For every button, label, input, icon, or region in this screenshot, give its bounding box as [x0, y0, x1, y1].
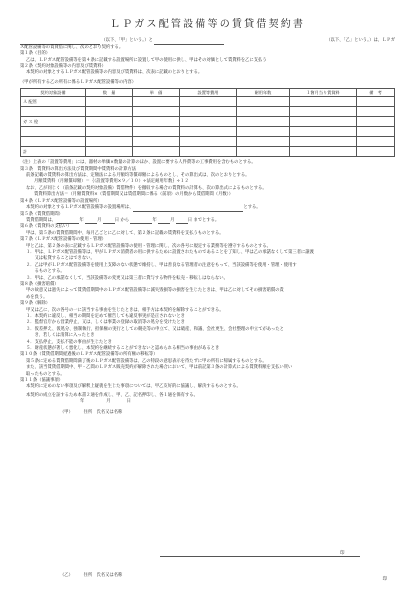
party-a-text: （以下、「甲」という。）と: [101, 38, 153, 44]
article-7-line: 甲と乙は、第２条の表に記載するＬＰガス配管設備等の使用・管理に関し、次の各号に規定する業務等を遵守するものとする。: [26, 243, 271, 249]
contract-date: 年 月 日: [80, 399, 131, 405]
column-header: 耐用年数: [237, 89, 290, 97]
article-7-heading: 第７条（ＬＰガス配管設備等の使用・管理）: [20, 237, 106, 243]
party-b-text: （以下、「乙」という。）は、ＬＰガ: [326, 38, 395, 44]
table-row: [21, 107, 395, 117]
article-3-heading: 第３条 賃貸料の算出方法及び賃貸期間中賃貸料の計算方法: [20, 166, 137, 172]
article-9-line: き、若しくは清算に入ったとき: [26, 333, 95, 339]
table-cell: [21, 127, 86, 137]
column-header: 単 価: [133, 89, 180, 97]
table-total-label: 計: [21, 147, 86, 157]
article-5-body: 賃貸借期間は、 年 月 日 から 年 月 日 までとする。: [26, 217, 220, 223]
article-7-line: 又は転貸することはできない。: [26, 256, 95, 262]
article-9-heading: 第９条（解除）: [20, 301, 51, 307]
party-b-fields: 住所 氏名又は名称: [83, 573, 123, 578]
article-7-line: るものとする。: [26, 269, 65, 275]
equipment-table: [20, 88, 395, 157]
article-3-body-2: なお、乙が同じく（前条記載の契約対象設備）賃借物件）を撤収する場合の賃貸料の計算も、次の算出式によるものとする。: [26, 185, 267, 191]
article-3-formula: 月額賃貸料（月額償却額）＝｛（設置等費用×９／１０）÷法定耐用年数｝÷１２: [34, 179, 189, 185]
article-8-line: めを負う。: [26, 294, 48, 300]
table-total-row: [21, 147, 395, 157]
article-11-heading: 第１１条（協議事項）: [20, 378, 63, 384]
article-6-body: 甲は、第５条の賃貸借期間中、毎月乙ごとに乙に対して、第２条に記載の賃貸料を支払うものとする。: [26, 230, 224, 236]
column-header: 設置等費用: [180, 89, 237, 97]
article-9-line: 甲又は乙に、次の各号の一に該当する事由を生じたときは、相手方は本契約を解除することができる。: [26, 307, 224, 313]
closing-text: 本契約の成立を証するため本書２通を作成し、甲、乙、記名押印し、各１通を保有する。: [26, 392, 198, 398]
article-8-heading: 第８条（損害賠償）: [20, 281, 59, 287]
article-9-line: １．本契約に違反し、相当の期間を定めて催告しても違反事実が是正されないとき: [26, 314, 185, 319]
article-1-heading: 第１条（目的）: [20, 51, 51, 57]
article-10-line: 第５条に定める賃貸借期間満了後のＬＰガス配管設備等は、乙の特段の意思表示を待たずに甲の所有に帰属するものとする。: [26, 358, 267, 364]
page-mark: 印: [382, 576, 387, 582]
article-4-body: 本契約の対象とするＬＰガス配管設備等の設置場所は、 とする。: [26, 205, 261, 211]
article-10-line: 取ったものとする。: [26, 371, 65, 377]
party-b-label: （乙）: [60, 573, 73, 578]
column-header: 契約対象設備: [21, 89, 86, 97]
article-7-line: １．甲は、ＬＰガス配管設備等は、甲がＬＰガス消費者の用に供するために設置されたものであることを了知し、甲は乙の承諾なくして第三者に譲渡: [26, 249, 314, 255]
table-row: [21, 127, 395, 137]
parties-line: [20, 38, 395, 44]
column-header: 数 量: [86, 89, 133, 97]
party-a-blank: [20, 39, 100, 45]
party-a-fields: 住所 氏名又は名称: [83, 409, 123, 415]
article-7-line: ３．甲は、乙の承諾なくして、当該設備等の変更又は第三者に貸与する物件を転売・移転しはならない。: [26, 275, 228, 281]
table-row: [21, 137, 395, 147]
article-2-body: 本契約の対象とするＬＰガス配管設備等の内容及び賃貸料は、次表に記載のとおりとする。: [26, 70, 203, 76]
article-9-line: ３．仮差押え、仮処分、強制執行、担保権の実行としての競売等の申立て、又は破産、和議、会社更生、会社整理の申立てがあったと: [26, 326, 284, 332]
signature-a: [20, 410, 395, 416]
article-10-line: また、該当賃貸借期間中、甲・乙間のＬＰガス販売契約が解除された場合において、甲は前記第３条の計算式による賃貸料額を支払い買い: [26, 365, 293, 371]
article-4-heading: 第４条（ＬＰガス配管設備等の設置場所）: [20, 198, 102, 204]
table-cell: [21, 107, 86, 117]
article-1-body: 乙は、ＬＰガス配管設備等を第４条に記載する設置場所に設置して甲の使用に供し、甲はその対価として賃貸料を乙に支払う: [26, 57, 267, 63]
table-header-row: [21, 89, 395, 97]
party-b-blank: [154, 39, 224, 45]
signature-a-line: [160, 556, 360, 557]
signature-b: [60, 573, 122, 579]
table-cell: Ａ 配管: [21, 97, 86, 107]
article-3-body: 前条記載の賃貸料の算出方法は、定額法による月額均等償却額によるものとし、その算出式は、次のとおりとする。: [26, 173, 250, 179]
table-row: [21, 97, 395, 107]
article-8-line: 甲の故意又は過失によって賃貸借期間中のＬＰガス配管設備等に減失毀損等の損害を生じたときは、甲は乙に対してその損害賠償の責: [26, 288, 284, 294]
table-caption: （甲が所有する乙の所有に係るＬＰガス配管設備等の内容）: [20, 79, 137, 85]
table-cell: ガ ス 栓: [21, 117, 86, 127]
intro-text: ス配管設備等の賃貸借に関し、次のとおり契約する。: [20, 44, 124, 50]
article-11-line: 本契約に定めのない事項及び解釈上疑義を生じた事項については、甲乙友好的に協議し、解決するものとする。: [26, 384, 241, 390]
article-7-line: ２．乙は甲がＬＰガス配管設備等を使用上支障のない状態で維持し、甲は善良なる管理者の注意をもって、当該設備等を使用・管理・使用す: [26, 262, 297, 268]
article-5-heading: 第５条（賃貸借期間）: [20, 211, 63, 217]
article-9-line: ４．支払停止、支払不能の事由が生じたとき: [26, 339, 112, 345]
column-header: 備 考: [357, 89, 395, 97]
location-blank: [133, 206, 243, 212]
document-title: ＬＰガス配管設備等の賃貸借契約書: [109, 19, 306, 30]
article-3-formula-2: 賃貸料算出方法＝（月額賃貸料×（賃借期間又は賃借期間に係る（前項）の月数から賃借期間（月数））: [34, 192, 234, 198]
table-cell: [21, 137, 86, 147]
table-note: （注）上表の「設置等費用」には、器材の単価×数量の計算のほか、設置に要する人件費等の工事費用を含むものとする。: [20, 160, 256, 166]
article-9-line: ５．財産状態が著しく悪化し、本契約を継続することができないと認められる相当の事由があるとき: [26, 346, 220, 352]
party-a-label: （甲）: [60, 409, 73, 415]
article-2-heading: 第２条（契約対象設備等の内容及び賃貸料）: [20, 64, 106, 70]
column-header: １箇月当り賃貸料: [290, 89, 357, 97]
article-9-line: ２．監督官庁から営業停止、又は、しくは事業の登録の取消等の処分を受けたとき: [26, 320, 185, 326]
table-row: [21, 117, 395, 127]
seal-mark: 印: [340, 551, 345, 556]
article-10-heading: 第１０条（賃貸借期間経過後のＬＰガス配管設備等の所有権の移転等）: [20, 352, 158, 358]
article-6-heading: 第６条（賃貸料の支払い）: [20, 224, 72, 230]
